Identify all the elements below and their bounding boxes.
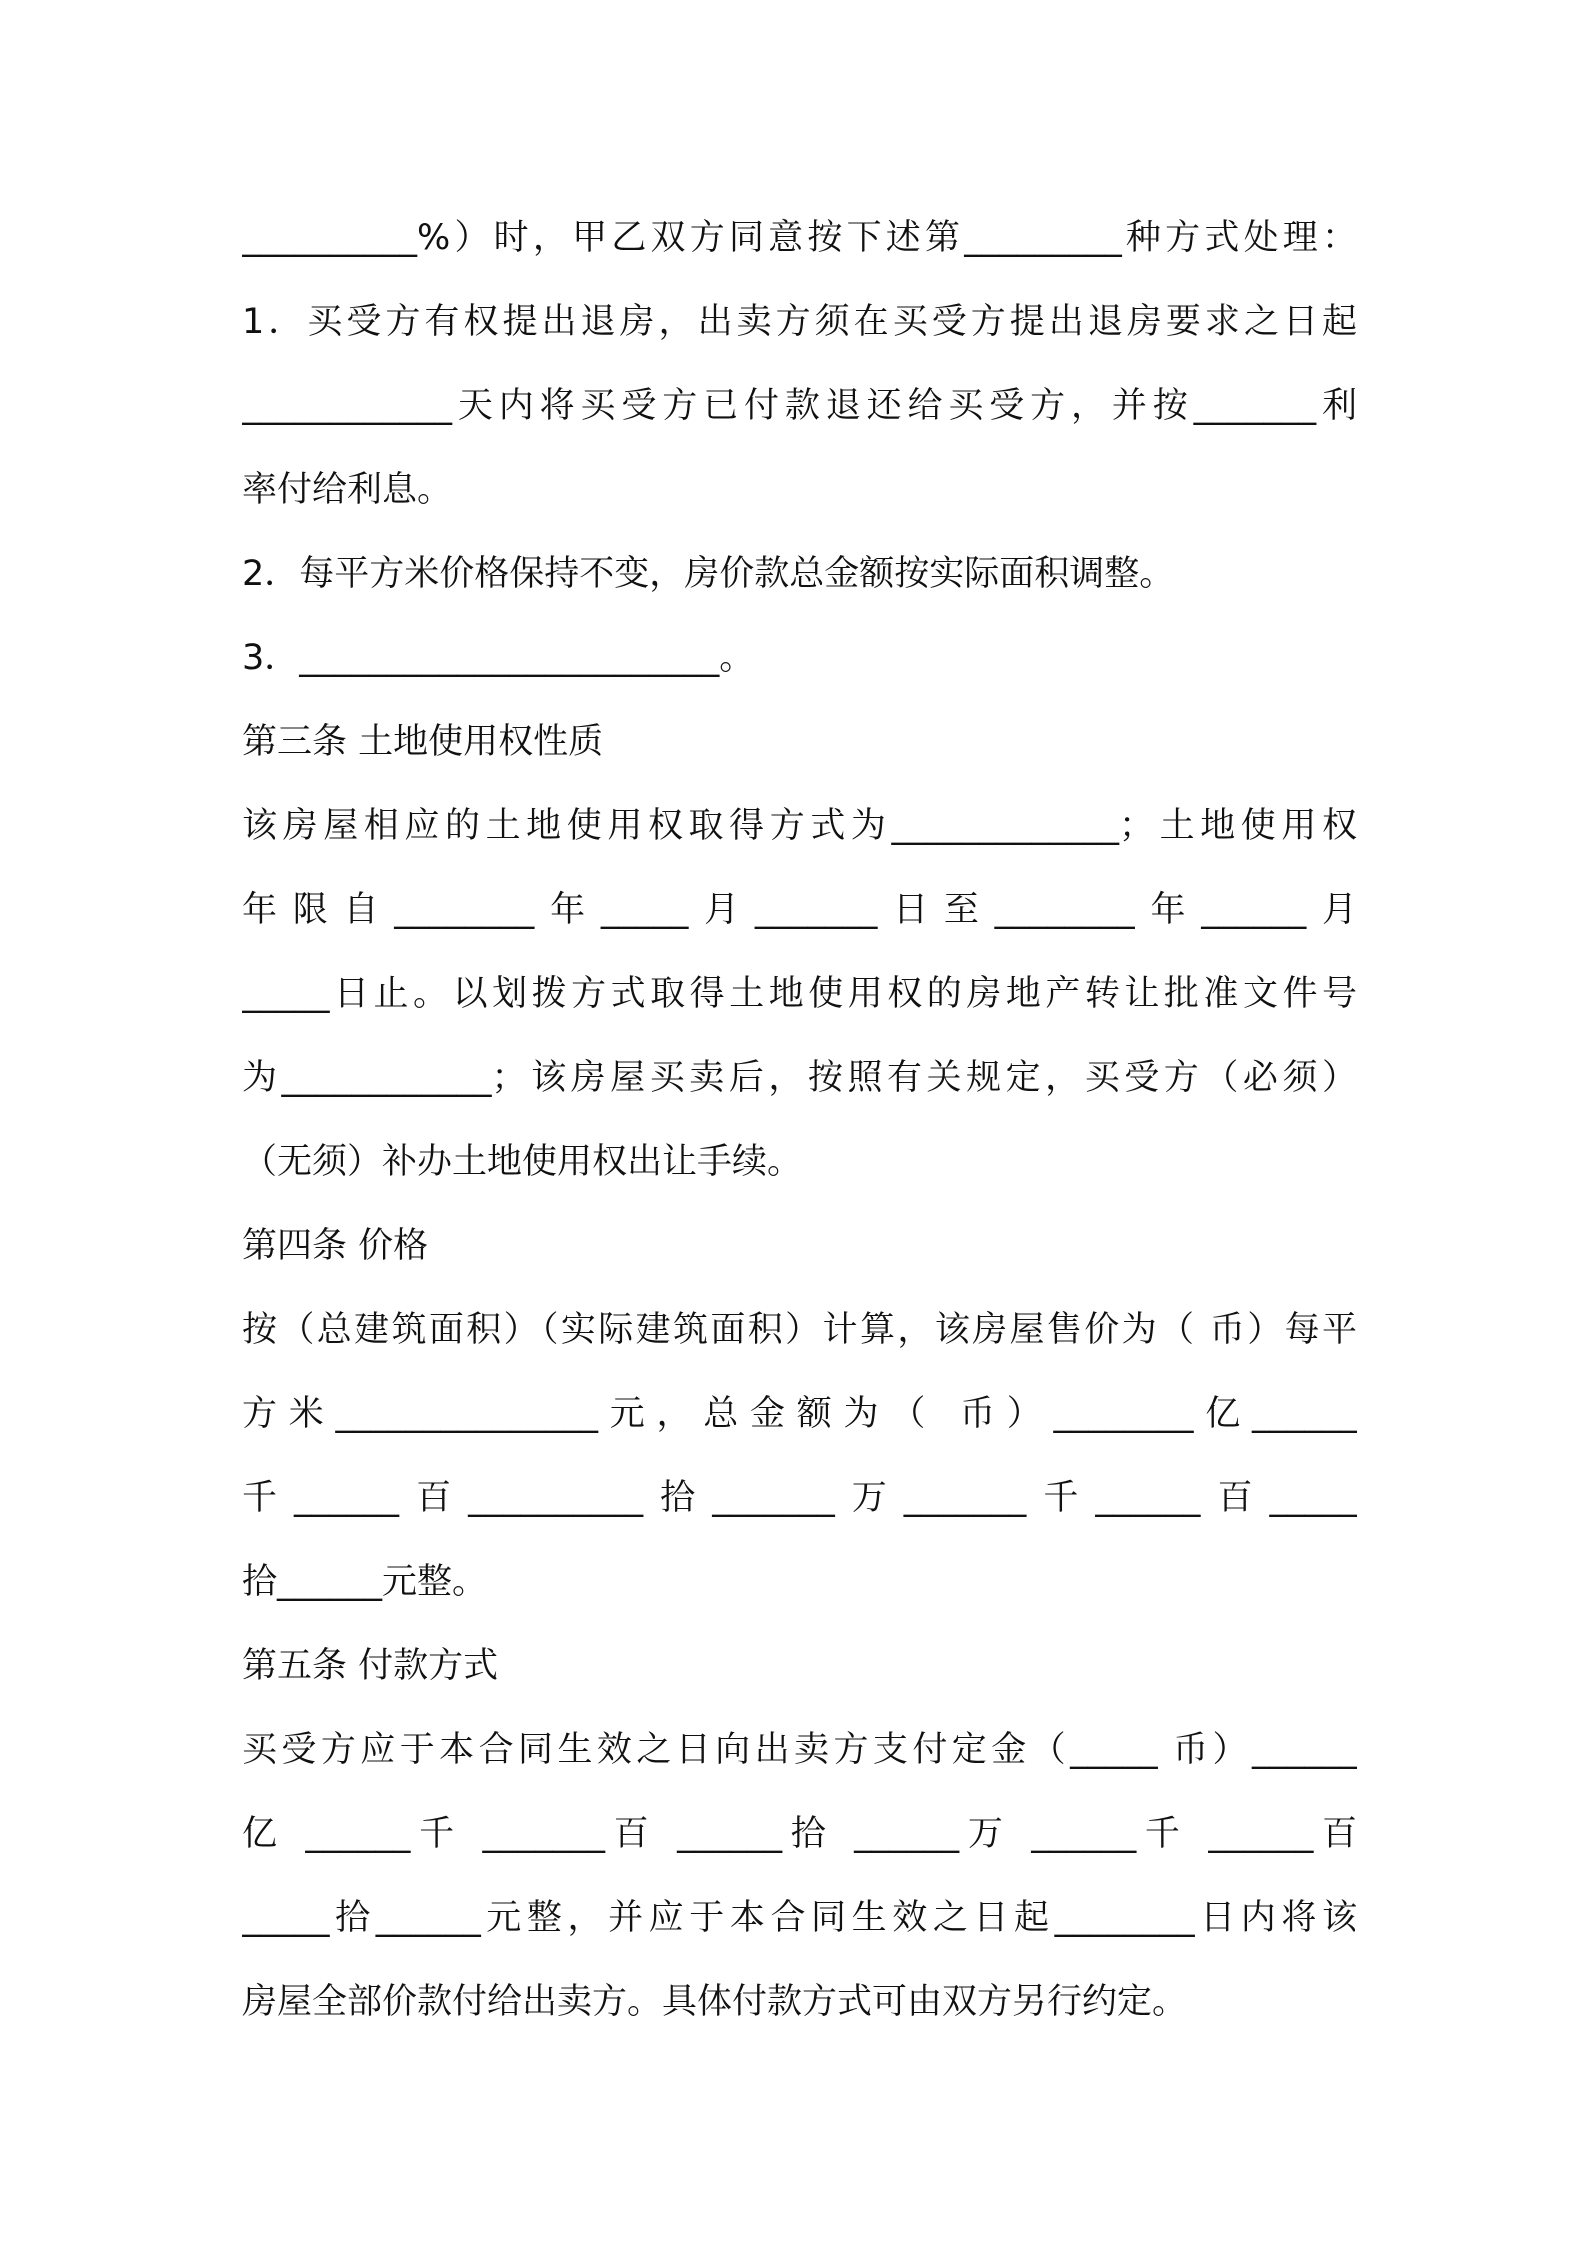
text-line-16: 千______百__________拾_______万_______千______百_____ <box>242 1478 1357 1518</box>
contract-page <box>242 196 1357 2044</box>
text-line-9: 年限自________年_____月_______日至________年______月 <box>242 890 1357 930</box>
text-line-5: 2．每平方米价格保持不变，房价款总金额按实际面积调整。 <box>242 554 1175 594</box>
section-heading-land-use: 第三条 土地使用权性质 <box>242 722 604 762</box>
text-line-11: 为____________；该房屋买卖后，按照有关规定，买受方（必须） <box>242 1058 1357 1098</box>
text-line-6: 3．________________________。 <box>242 638 755 678</box>
text-line-8: 该房屋相应的土地使用权取得方式为_____________；土地使用权 <box>242 806 1357 846</box>
text-line-12: （无须）补办土地使用权出让手续。 <box>242 1142 803 1182</box>
section-heading-payment: 第五条 付款方式 <box>242 1646 499 1686</box>
text-line-4: 率付给利息。 <box>242 470 453 510</box>
text-line-3: ____________天内将买受方已付款退还给买受方，并按_______利 <box>242 386 1357 426</box>
text-line-20: 亿 ______千 _______百 ______拾 ______万 ______千 ______百 <box>242 1814 1357 1854</box>
text-line-22: 房屋全部价款付给出卖方。具体付款方式可由双方另行约定。 <box>242 1982 1188 2022</box>
text-line-17: 拾______元整。 <box>242 1562 488 1602</box>
text-line-10: _____日止。以划拨方式取得土地使用权的房地产转让批准文件号 <box>242 974 1357 1014</box>
text-line-21: _____拾______元整，并应于本合同生效之日起________日内将该 <box>242 1898 1357 1938</box>
text-line-1: __________%）时，甲乙双方同意按下述第_________种方式处理： <box>242 218 1357 258</box>
text-line-15: 方米_______________元，总金额为（ 币）________亿______ <box>242 1394 1357 1434</box>
text-line-14: 按（总建筑面积）（实际建筑面积）计算，该房屋售价为（ 币）每平 <box>242 1310 1357 1350</box>
text-line-2: 1．买受方有权提出退房，出卖方须在买受方提出退房要求之日起 <box>242 302 1357 342</box>
text-line-19: 买受方应于本合同生效之日向出卖方支付定金（_____ 币）______ <box>242 1730 1357 1770</box>
section-heading-price: 第四条 价格 <box>242 1226 429 1266</box>
